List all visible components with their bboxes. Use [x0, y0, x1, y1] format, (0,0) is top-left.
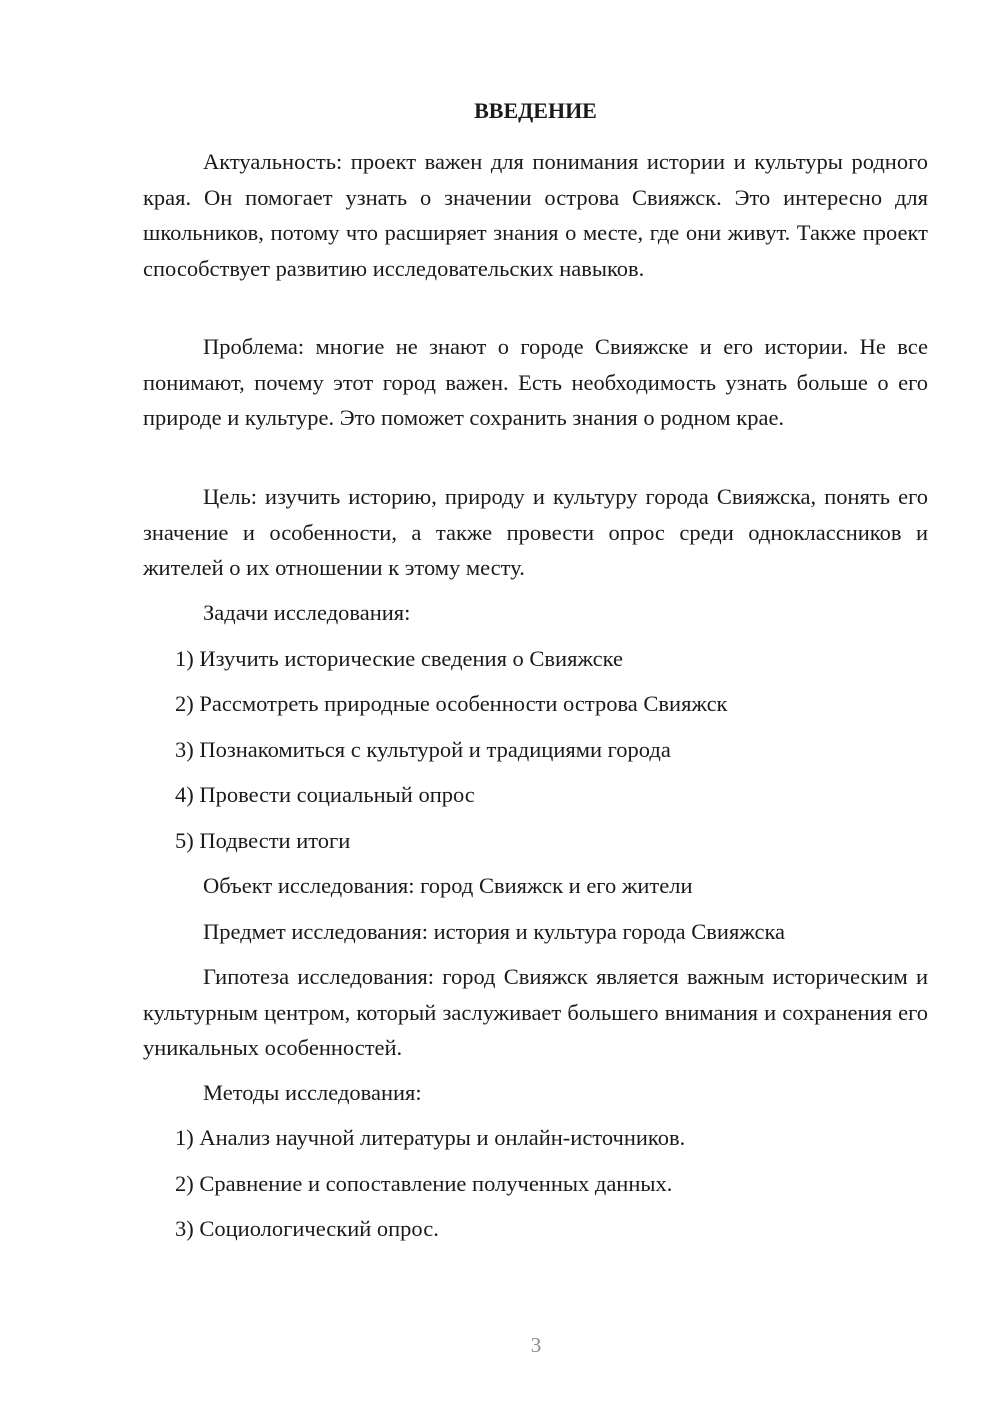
- task-item: 3) Познакомиться с культурой и традициями города: [175, 737, 671, 762]
- task-item: 5) Подвести итоги: [175, 828, 351, 853]
- tasks-heading: Задачи исследования:: [203, 600, 411, 625]
- goal-paragraph: Цель: изучить историю, природу и культуру города Свияжска, понять его значение и особенности, а также провести опрос среди одноклассников и жителей о их отношении к этому месту.: [143, 484, 928, 580]
- problem-paragraph: Проблема: многие не знают о городе Свияжске и его истории. Не все понимают, почему этот город важен. Есть необходимость узнать больше о его природе и культуре. Это поможет сохранить знания о родном крае.: [143, 334, 928, 430]
- methods-heading: Методы исследования:: [203, 1080, 422, 1105]
- object-line: Объект исследования: город Свияжск и его жители: [203, 873, 693, 898]
- method-item: 1) Анализ научной литературы и онлайн-источников.: [175, 1125, 686, 1150]
- subject-line: Предмет исследования: история и культура города Свияжска: [203, 919, 786, 944]
- relevance-paragraph: Актуальность: проект важен для понимания истории и культуры родного края. Он помогает узнать о значении острова Свияжск. Это интересно для школьников, потому что расширяет знания о месте, где они живут. Также проект способствует развитию исследовательских навыков.: [143, 149, 928, 281]
- task-item: 2) Рассмотреть природные особенности острова Свияжск: [175, 691, 728, 716]
- task-item: 1) Изучить исторические сведения о Свияжске: [175, 646, 623, 671]
- method-item: 2) Сравнение и сопоставление полученных данных.: [175, 1171, 673, 1196]
- page-title: ВВЕДЕНИЕ: [474, 98, 597, 123]
- hypothesis-paragraph: Гипотеза исследования: город Свияжск является важным историческим и культурным центром, который заслуживает большего внимания и сохранения его уникальных особенностей.: [143, 964, 928, 1060]
- method-item: 3) Социологический опрос.: [175, 1216, 439, 1241]
- task-item: 4) Провести социальный опрос: [175, 782, 475, 807]
- page-number: 3: [530, 1333, 542, 1357]
